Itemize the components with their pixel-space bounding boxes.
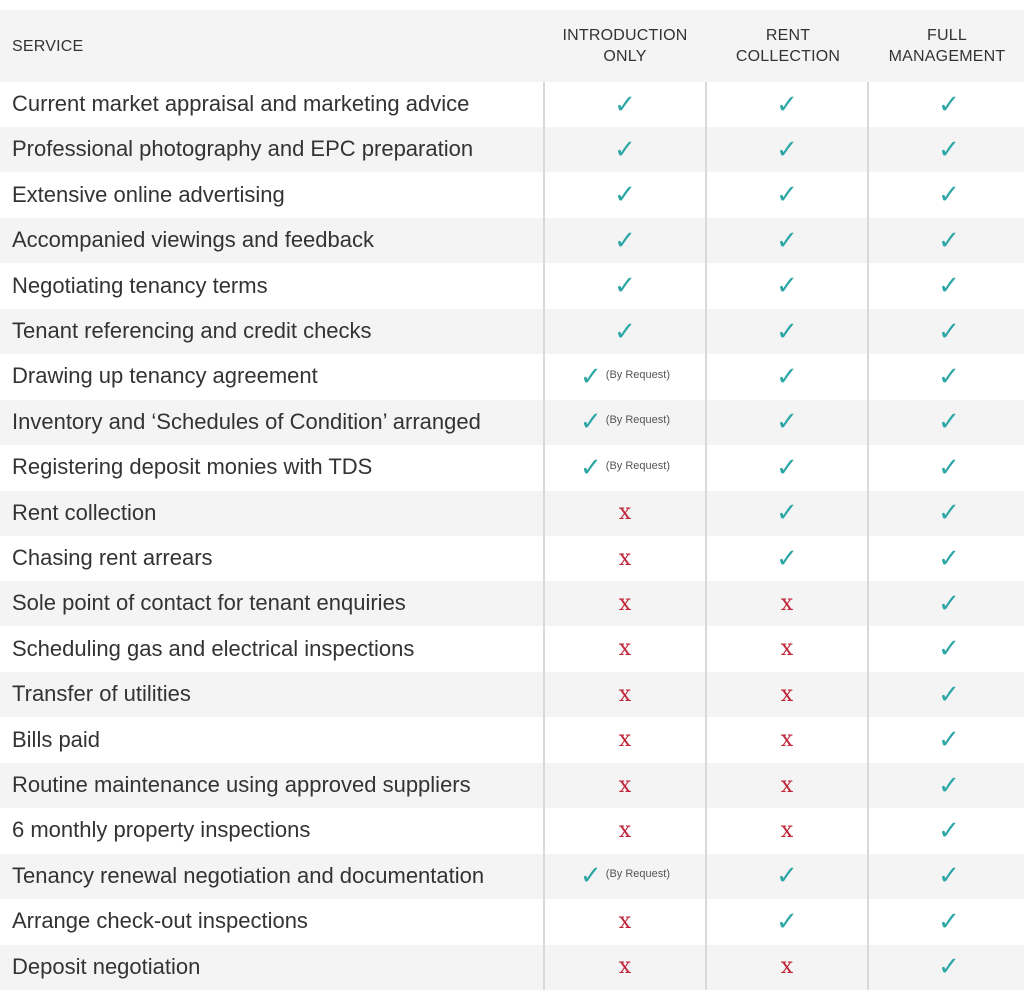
check-icon: ✓ bbox=[580, 861, 602, 892]
check-icon: ✓ bbox=[776, 180, 798, 211]
check-icon: ✓ bbox=[938, 770, 960, 801]
check-icon: ✓ bbox=[938, 180, 960, 211]
check-icon: ✓ bbox=[580, 361, 602, 392]
cell-introduction-only bbox=[544, 354, 706, 399]
cell-introduction-only bbox=[544, 491, 706, 536]
cell-rent-collection bbox=[706, 899, 868, 944]
table-row bbox=[0, 627, 1024, 672]
cross-icon: x bbox=[618, 636, 632, 662]
service-name: Professional photography and EPC preparation bbox=[12, 136, 474, 162]
column-divider bbox=[867, 82, 869, 990]
cell-full-management bbox=[868, 899, 1024, 944]
table-row bbox=[0, 581, 1024, 626]
cell-rent-collection bbox=[706, 491, 868, 536]
by-request-note: (By Request) bbox=[605, 868, 670, 881]
cell-full-management bbox=[868, 763, 1024, 808]
check-icon: ✓ bbox=[614, 225, 636, 256]
check-icon: ✓ bbox=[614, 271, 636, 302]
check-icon: ✓ bbox=[776, 225, 798, 256]
cross-icon: x bbox=[780, 817, 794, 843]
check-icon: ✓ bbox=[938, 407, 960, 438]
table-row bbox=[0, 672, 1024, 717]
cell-full-management bbox=[868, 854, 1024, 899]
cell-rent-collection bbox=[706, 309, 868, 354]
header-service: SERVICE bbox=[12, 38, 84, 55]
cell-rent-collection bbox=[706, 581, 868, 626]
cross-icon: x bbox=[780, 681, 794, 707]
service-name: Tenant referencing and credit checks bbox=[12, 318, 372, 343]
header-rent-collection: RENT COLLECTION bbox=[735, 27, 841, 65]
cell-rent-collection bbox=[706, 127, 868, 172]
cell-full-management bbox=[868, 173, 1024, 218]
check-icon: ✓ bbox=[776, 543, 798, 574]
cell-introduction-only bbox=[544, 400, 706, 445]
check-icon: ✓ bbox=[938, 679, 960, 710]
table-row bbox=[0, 264, 1024, 309]
table-row bbox=[0, 491, 1024, 536]
cell-introduction-only bbox=[544, 536, 706, 581]
service-name: Tenancy renewal negotiation and documentation bbox=[12, 862, 485, 888]
cell-introduction-only bbox=[544, 808, 706, 853]
check-icon: ✓ bbox=[776, 906, 798, 937]
check-icon: ✓ bbox=[938, 588, 960, 619]
check-icon: ✓ bbox=[938, 134, 960, 165]
cell-introduction-only bbox=[544, 718, 706, 763]
service-name: Extensive online advertising bbox=[12, 181, 285, 207]
check-icon: ✓ bbox=[938, 543, 960, 574]
table-row bbox=[0, 763, 1024, 808]
cross-icon: x bbox=[780, 636, 794, 662]
cell-introduction-only bbox=[544, 218, 706, 263]
check-icon: ✓ bbox=[776, 316, 798, 347]
cell-full-management bbox=[868, 354, 1024, 399]
cell-introduction-only bbox=[544, 763, 706, 808]
check-icon: ✓ bbox=[776, 134, 798, 165]
check-icon: ✓ bbox=[938, 861, 960, 892]
cell-full-management bbox=[868, 82, 1024, 127]
table-row bbox=[0, 945, 1024, 990]
cell-rent-collection bbox=[706, 445, 868, 490]
cell-rent-collection bbox=[706, 672, 868, 717]
cell-introduction-only bbox=[544, 672, 706, 717]
service-name: 6 monthly property inspections bbox=[12, 817, 311, 843]
check-icon: ✓ bbox=[938, 452, 960, 483]
cell-introduction-only bbox=[544, 173, 706, 218]
check-icon: ✓ bbox=[938, 361, 960, 392]
check-icon: ✓ bbox=[776, 407, 798, 438]
cell-introduction-only bbox=[544, 627, 706, 672]
cell-full-management bbox=[868, 581, 1024, 626]
check-icon: ✓ bbox=[776, 498, 798, 529]
check-icon: ✓ bbox=[938, 225, 960, 256]
check-icon: ✓ bbox=[938, 316, 960, 347]
cell-rent-collection bbox=[706, 854, 868, 899]
cell-introduction-only bbox=[544, 945, 706, 990]
table-row bbox=[0, 536, 1024, 581]
cross-icon: x bbox=[618, 500, 632, 526]
cell-rent-collection bbox=[706, 82, 868, 127]
service-name: Arrange check-out inspections bbox=[12, 908, 308, 934]
cross-icon: x bbox=[780, 590, 794, 616]
header-full-management: FULL MANAGEMENT bbox=[888, 27, 1006, 65]
check-icon: ✓ bbox=[938, 89, 960, 120]
check-icon: ✓ bbox=[938, 498, 960, 529]
table-row bbox=[0, 173, 1024, 218]
check-icon: ✓ bbox=[776, 89, 798, 120]
table-row bbox=[0, 808, 1024, 853]
cross-icon: x bbox=[618, 681, 632, 707]
service-name: Sole point of contact for tenant enquiries bbox=[12, 590, 406, 616]
table-row bbox=[0, 400, 1024, 445]
by-request-note: (By Request) bbox=[605, 459, 670, 472]
by-request-note: (By Request) bbox=[605, 368, 670, 381]
table-row bbox=[0, 218, 1024, 263]
cell-introduction-only bbox=[544, 581, 706, 626]
cell-introduction-only bbox=[544, 854, 706, 899]
cell-full-management bbox=[868, 491, 1024, 536]
cell-rent-collection bbox=[706, 354, 868, 399]
table-row bbox=[0, 718, 1024, 763]
cross-icon: x bbox=[780, 727, 794, 753]
cell-full-management bbox=[868, 945, 1024, 990]
check-icon: ✓ bbox=[776, 452, 798, 483]
table-row bbox=[0, 899, 1024, 944]
cell-rent-collection bbox=[706, 264, 868, 309]
by-request-note: (By Request) bbox=[605, 414, 670, 427]
check-icon: ✓ bbox=[938, 815, 960, 846]
cross-icon: x bbox=[618, 545, 632, 571]
header-introduction-only: INTRODUCTION ONLY bbox=[562, 27, 688, 65]
cross-icon: x bbox=[780, 772, 794, 798]
cell-full-management bbox=[868, 536, 1024, 581]
cell-full-management bbox=[868, 218, 1024, 263]
cross-icon: x bbox=[618, 590, 632, 616]
cross-icon: x bbox=[618, 727, 632, 753]
service-name: Scheduling gas and electrical inspections bbox=[12, 635, 415, 661]
service-name: Negotiating tenancy terms bbox=[12, 272, 268, 298]
check-icon: ✓ bbox=[776, 861, 798, 892]
service-name: Chasing rent arrears bbox=[12, 545, 213, 570]
check-icon: ✓ bbox=[614, 89, 636, 120]
check-icon: ✓ bbox=[938, 906, 960, 937]
service-name: Drawing up tenancy agreement bbox=[12, 363, 318, 389]
service-name: Inventory and ‘Schedules of Condition’ arranged bbox=[12, 408, 481, 434]
cell-full-management bbox=[868, 808, 1024, 853]
table-header bbox=[0, 10, 1024, 82]
table-row bbox=[0, 82, 1024, 127]
check-icon: ✓ bbox=[776, 271, 798, 302]
cell-full-management bbox=[868, 718, 1024, 763]
check-icon: ✓ bbox=[614, 180, 636, 211]
cell-rent-collection bbox=[706, 173, 868, 218]
cross-icon: x bbox=[618, 954, 632, 980]
check-icon: ✓ bbox=[776, 361, 798, 392]
cell-full-management bbox=[868, 672, 1024, 717]
check-icon: ✓ bbox=[614, 316, 636, 347]
cell-rent-collection bbox=[706, 218, 868, 263]
cell-full-management bbox=[868, 309, 1024, 354]
check-icon: ✓ bbox=[580, 407, 602, 438]
cross-icon: x bbox=[618, 772, 632, 798]
cell-rent-collection bbox=[706, 627, 868, 672]
cell-introduction-only bbox=[544, 899, 706, 944]
cell-full-management bbox=[868, 400, 1024, 445]
table-row bbox=[0, 127, 1024, 172]
cell-rent-collection bbox=[706, 763, 868, 808]
cell-rent-collection bbox=[706, 718, 868, 763]
cell-full-management bbox=[868, 627, 1024, 672]
check-icon: ✓ bbox=[614, 134, 636, 165]
cell-rent-collection bbox=[706, 945, 868, 990]
table-row bbox=[0, 445, 1024, 490]
service-name: Routine maintenance using approved suppliers bbox=[12, 772, 471, 797]
service-name: Current market appraisal and marketing advice bbox=[12, 91, 470, 116]
column-divider bbox=[543, 82, 545, 990]
check-icon: ✓ bbox=[938, 271, 960, 302]
service-name: Registering deposit monies with TDS bbox=[12, 454, 373, 480]
cell-introduction-only bbox=[544, 309, 706, 354]
table-row bbox=[0, 854, 1024, 899]
check-icon: ✓ bbox=[938, 952, 960, 983]
cell-full-management bbox=[868, 445, 1024, 490]
cross-icon: x bbox=[618, 817, 632, 843]
cell-rent-collection bbox=[706, 400, 868, 445]
cross-icon: x bbox=[780, 954, 794, 980]
check-icon: ✓ bbox=[938, 725, 960, 756]
table-row bbox=[0, 354, 1024, 399]
cell-introduction-only bbox=[544, 264, 706, 309]
cross-icon: x bbox=[618, 908, 632, 934]
column-divider bbox=[705, 82, 707, 990]
check-icon: ✓ bbox=[938, 634, 960, 665]
service-name: Bills paid bbox=[12, 726, 101, 752]
cell-introduction-only bbox=[544, 445, 706, 490]
cell-rent-collection bbox=[706, 808, 868, 853]
service-name: Accompanied viewings and feedback bbox=[12, 227, 375, 253]
cell-full-management bbox=[868, 264, 1024, 309]
check-icon: ✓ bbox=[580, 452, 602, 483]
cell-introduction-only bbox=[544, 82, 706, 127]
service-name: Rent collection bbox=[12, 499, 157, 525]
service-name: Transfer of utilities bbox=[12, 681, 191, 707]
service-name: Deposit negotiation bbox=[12, 953, 201, 979]
table-row bbox=[0, 309, 1024, 354]
cell-rent-collection bbox=[706, 536, 868, 581]
cell-full-management bbox=[868, 127, 1024, 172]
cell-introduction-only bbox=[544, 127, 706, 172]
